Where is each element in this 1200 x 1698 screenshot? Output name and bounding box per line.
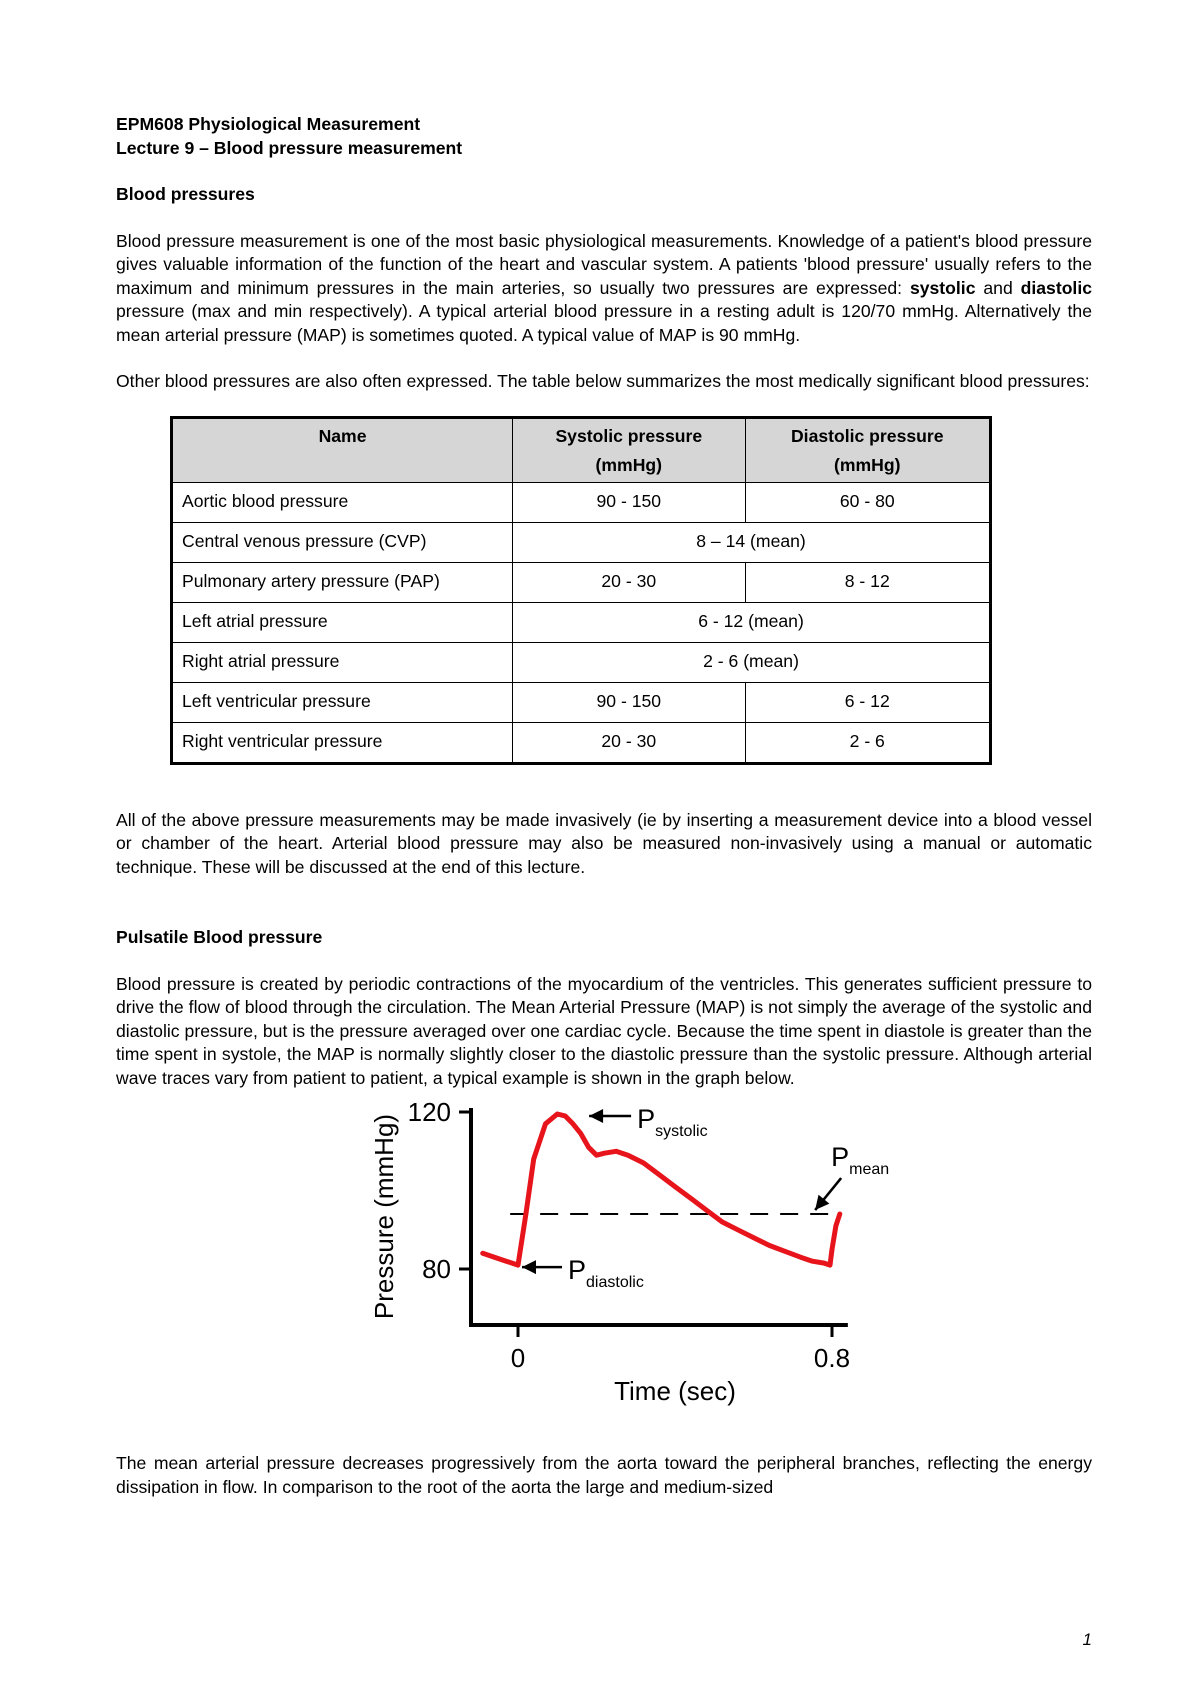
paragraph-pulsatile: Blood pressure is created by periodic contractions of the myocardium of the ventricles. This generates sufficient pressure to drive the flow of blood through the circulation. The Mean Arterial Pressure (MAP) is not simply the average of the systolic and diastolic pressure, but is the pressure averaged over one cardiac cycle. Because the time spent in diastole is greater than the time spent in systole, the MAP is normally slightly closer to the diastolic pressure than the systolic pressure. Although arterial wave traces vary from patient to patient, a typical example is shown in the graph below. [116,973,1092,1088]
cell-diastolic: 60 - 80 [745,482,991,522]
y-tick-label: 120 [407,1098,451,1127]
cell-name: Left ventricular pressure [172,682,513,722]
pressure-chart [116,1098,1092,1430]
systolic-label: $P_{systolic}$ [637,1103,708,1140]
cell-name: Right atrial pressure [172,642,513,682]
term-diastolic: diastolic [1020,277,1092,298]
paragraph-measurement-methods: All of the above pressure measurements may be made invasively (ie by inserting a measurement device into a blood vessel or chamber of the heart. Arterial blood pressure may also be measured non-invasively using a manual or automatic technique. These will be discussed at the end of this lecture. [116,809,1092,877]
cell-systolic: 90 - 150 [513,682,745,722]
cell-merged: 2 - 6 (mean) [513,642,991,682]
table-row [172,482,991,522]
mean-label: $P_{mean}$ [831,1142,890,1179]
header-diastolic: Diastolic pressure (mmHg) [745,417,991,482]
table-row [172,722,991,763]
table-row [172,602,991,642]
cell-name: Central venous pressure (CVP) [172,522,513,562]
cell-name: Left atrial pressure [172,602,513,642]
diastolic-arrow-head [522,1260,536,1274]
paragraph-intro [116,230,1092,348]
cell-name: Right ventricular pressure [172,722,513,763]
cell-systolic: 90 - 150 [513,482,745,522]
table-row [172,562,991,602]
paragraph-intro-and: and [975,277,1021,298]
cell-name: Aortic blood pressure [172,482,513,522]
page-content [116,113,1092,1499]
table-row [172,682,991,722]
x-axis-label: Time (sec) [614,1376,736,1406]
cell-diastolic: 8 - 12 [745,562,991,602]
page-number: 1 [1082,1630,1092,1649]
header-name: Name [172,417,513,482]
x-tick-label: 0.8 [813,1343,851,1373]
table-header-row [172,417,991,482]
term-systolic: systolic [909,277,976,298]
systolic-arrow-head [589,1109,603,1123]
pressure-chart-svg [116,1098,1092,1430]
paragraph-intro-part-b: pressure (max and min respectively). A typical arterial blood pressure in a resting adult is 120/70 mmHg. Alternatively the mean arterial pressure (MAP) is sometimes quoted. A typical value of MAP is 90 mmHg. [116,301,1092,345]
y-axis-label: Pressure (mmHg) [369,1113,399,1320]
table-row [172,642,991,682]
lecture-title: Lecture 9 – Blood pressure measurement [116,137,463,158]
table-row [172,522,991,562]
paragraph-intro-part-a: Blood pressure measurement is one of the most basic physiological measurements. Knowledge of a patient's blood pressure gives valuable information of the function of the heart and vascular system. A patients 'blood pressure' usually refers to the maximum and minimum pressures in the main arteries, so usually two pressures are expressed: [116,230,1092,298]
y-tick-label: 80 [422,1254,451,1284]
cell-systolic: 20 - 30 [513,722,745,763]
diastolic-label: $P_{diastolic}$ [568,1255,644,1292]
cell-merged: 6 - 12 (mean) [513,602,991,642]
cell-diastolic: 2 - 6 [745,722,991,763]
blood-pressure-table [170,416,992,765]
section-heading-pulsatile: Pulsatile Blood pressure [116,927,323,947]
cell-merged: 8 – 14 (mean) [513,522,991,562]
header-systolic: Systolic pressure (mmHg) [513,417,745,482]
cell-diastolic: 6 - 12 [745,682,991,722]
paragraph-mean-pressure: The mean arterial pressure decreases progressively from the aorta toward the peripheral branches, reflecting the energy dissipation in flow. In comparison to the root of the aorta the large and medium-sized [116,1453,1092,1497]
x-tick-label: 0 [510,1343,526,1373]
cell-name: Pulmonary artery pressure (PAP) [172,562,513,602]
cell-systolic: 20 - 30 [513,562,745,602]
course-title: EPM608 Physiological Measurement [116,114,421,134]
section-heading-blood-pressures: Blood pressures [116,184,255,204]
paragraph-table-intro: Other blood pressures are also often expressed. The table below summarizes the most medically significant blood pressures: [116,371,1090,391]
